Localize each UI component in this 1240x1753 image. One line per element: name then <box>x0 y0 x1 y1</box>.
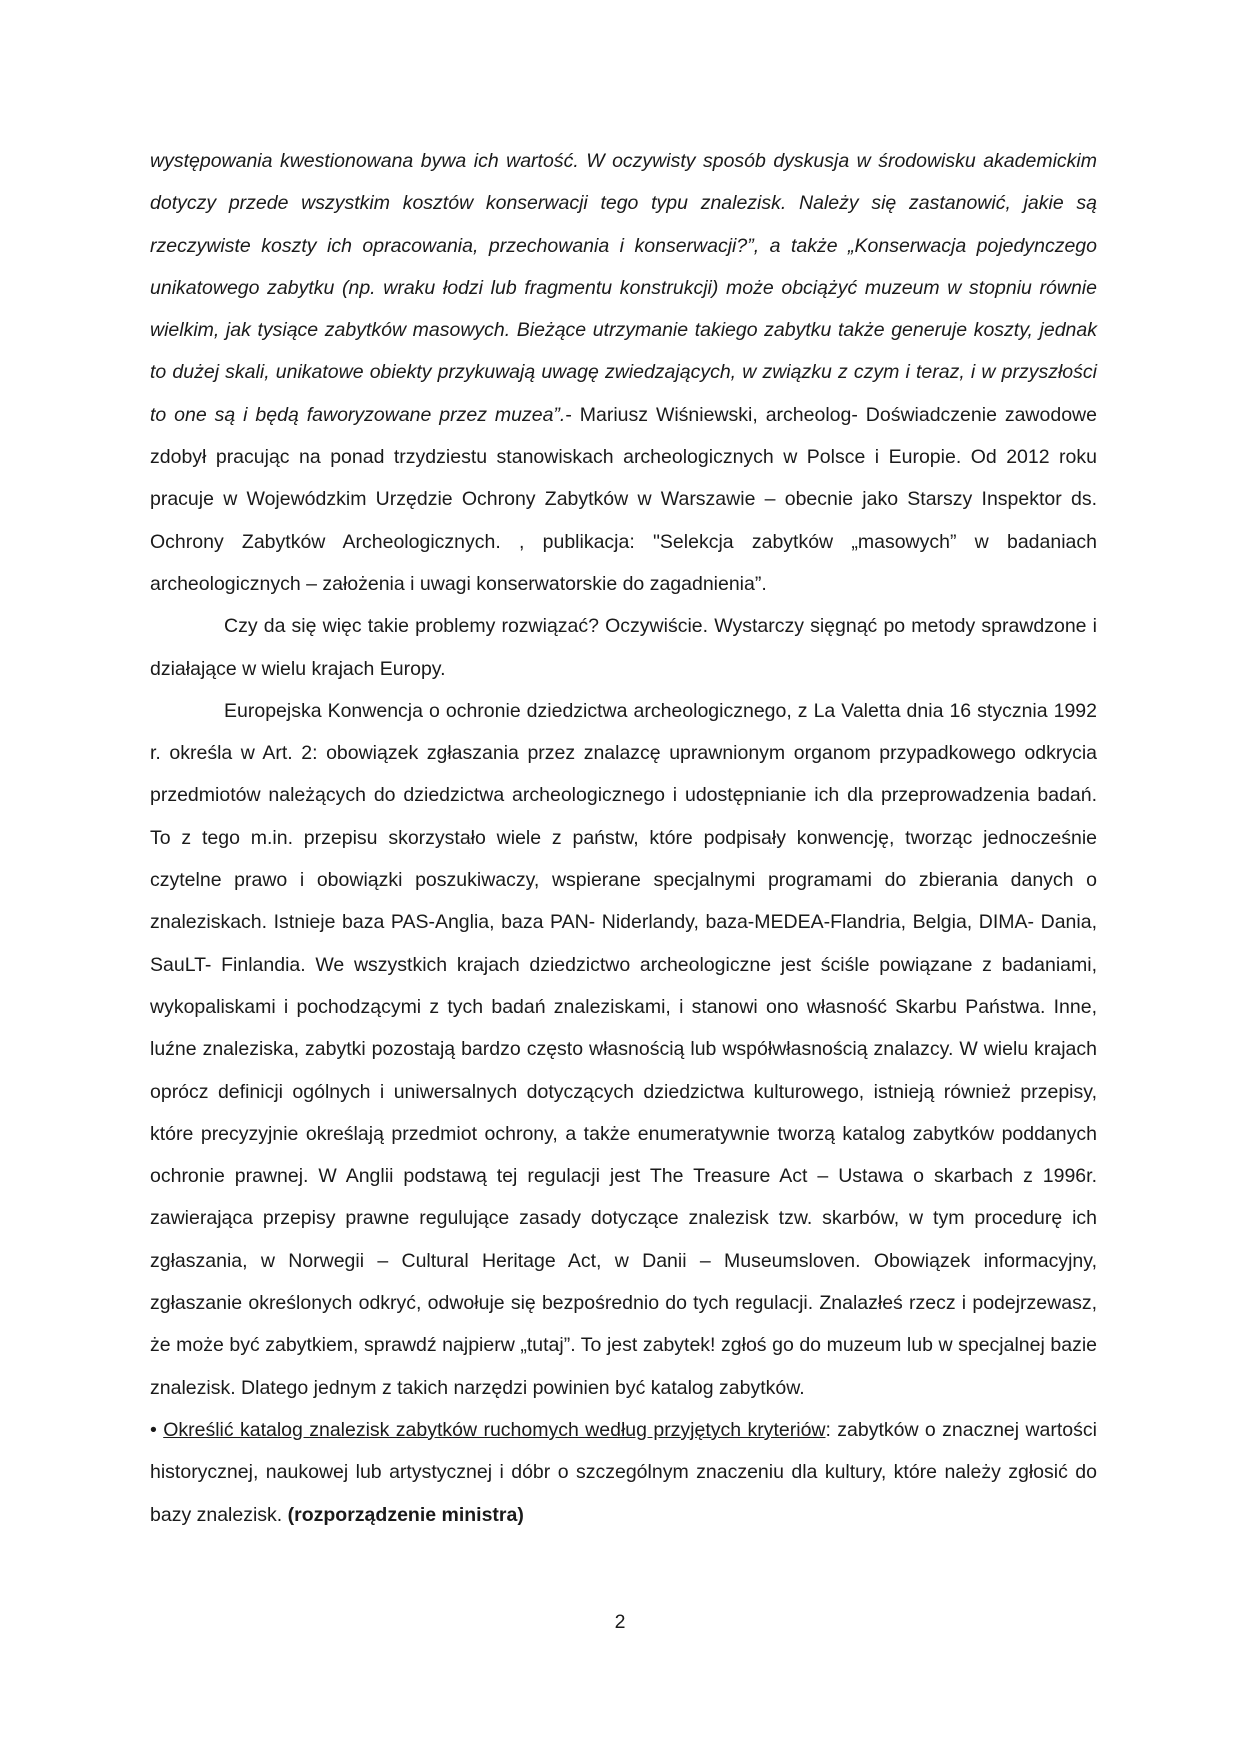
bullet-text: : zabytków o znacznej wartości historycznej, naukowej lub artystycznej i dóbr o szczególnym znaczeniu dla kultury, które należy zgłosić do bazy znalezisk. <box>150 1418 1097 1526</box>
attribution-text: - Mariusz Wiśniewski, archeolog- Doświadczenie zawodowe zdobył pracując na ponad trzydziestu stanowiskach archeologicznych w Polsce i Europie. Od 2012 roku pracuje w Wojewódzkim Urzędzie Ochrony Zabytków w Warszawie – obecnie jako Starszy Inspektor ds. Ochrony Zabytków Archeologicznych. , publikacja: "Selekcja zabytków „masowych” w badaniach archeologicznych – założenia i uwagi konserwatorskie do zagadnienia”. <box>150 403 1097 595</box>
page-number: 2 <box>614 1611 626 1633</box>
bullet-bold-text: (rozporządzenie ministra) <box>287 1503 524 1526</box>
quote-paragraph <box>150 140 1097 605</box>
paragraph-3: Europejska Konwencja o ochronie dziedzictwa archeologicznego, z La Valetta dnia 16 stycznia 1992 r. określa w Art. 2: obowiązek zgłaszania przez znalazcę uprawnionym organom przypadkowego odkrycia przedmiotów należących do dziedzictwa archeologicznego i udostępnianie ich dla przeprowadzenia badań. To z tego m.in. przepisu skorzystało wiele z państw, które podpisały konwencję, tworząc jednocześnie czytelne prawo i obowiązki poszukiwaczy, wspierane specjalnymi programami do zbierania danych o znaleziskach. Istnieje baza PAS-Anglia, baza PAN- Niderlandy, baza-MEDEA-Flandria, Belgia, DIMA- Dania, SauLT- Finlandia. We wszystkich krajach dziedzictwo archeologiczne jest ściśle powiązane z badaniami, wykopaliskami i pochodzącymi z tych badań znaleziskami, i stanowi ono własność Skarbu Państwa. Inne, luźne znaleziska, zabytki pozostają bardzo często własnością lub współwłasnością znalazcy. W wielu krajach oprócz definicji ogólnych i uniwersalnych dotyczących dziedzictwa kulturowego, istnieją również przepisy, które precyzyjnie określają przedmiot ochrony, a także enumeratywnie tworzą katalog zabytków poddanych ochronie prawnej. W Anglii podstawą tej regulacji jest The Treasure Act – Ustawa o skarbach z 1996r. zawierająca przepisy prawne regulujące zasady dotyczące znalezisk tzw. skarbów, w tym procedurę ich zgłaszania, w Norwegii – Cultural Heritage Act, w Danii – Museumsloven. Obowiązek informacyjny, zgłaszanie określonych odkryć, odwołuje się bezpośrednio do tych regulacji. Znalazłeś rzecz i podejrzewasz, że może być zabytkiem, sprawdź najpierw „tutaj”. To jest zabytek! zgłoś go do muzeum lub w specjalnej bazie znalezisk. Dlatego jednym z takich narzędzi powinien być katalog zabytków. <box>150 699 1097 1399</box>
bullet-underlined-text: Określić katalog znalezisk zabytków ruchomych według przyjętych kryteriów <box>163 1418 826 1441</box>
bullet-item <box>150 1409 1097 1536</box>
quote-text: występowania kwestionowana bywa ich wartość. W oczywisty sposób dyskusja w środowisku akademickim dotyczy przede wszystkim kosztów konserwacji tego typu znalezisk. Należy się zastanowić, jakie są rzeczywiste koszty ich opracowania, przechowania i konserwacji?”, a także „Konserwacja pojedynczego unikatowego zabytku (np. wraku łodzi lub fragmentu konstrukcji) może obciążyć muzeum w stopniu równie wielkim, jak tysiące zabytków masowych. Bieżące utrzymanie takiego zabytku także generuje koszty, jednak to dużej skali, unikatowe obiekty przykuwają uwagę zwiedzających, w związku z czym i teraz, i w przyszłości to one są i będą faworyzowane przez muzea”. <box>150 150 1097 426</box>
bullet-marker: • <box>150 1418 164 1441</box>
document-body <box>150 140 1097 1536</box>
paragraph-2: Czy da się więc takie problemy rozwiązać? Oczywiście. Wystarczy sięgnąć po metody sprawdzone i działające w wielu krajach Europy. <box>150 615 1097 680</box>
